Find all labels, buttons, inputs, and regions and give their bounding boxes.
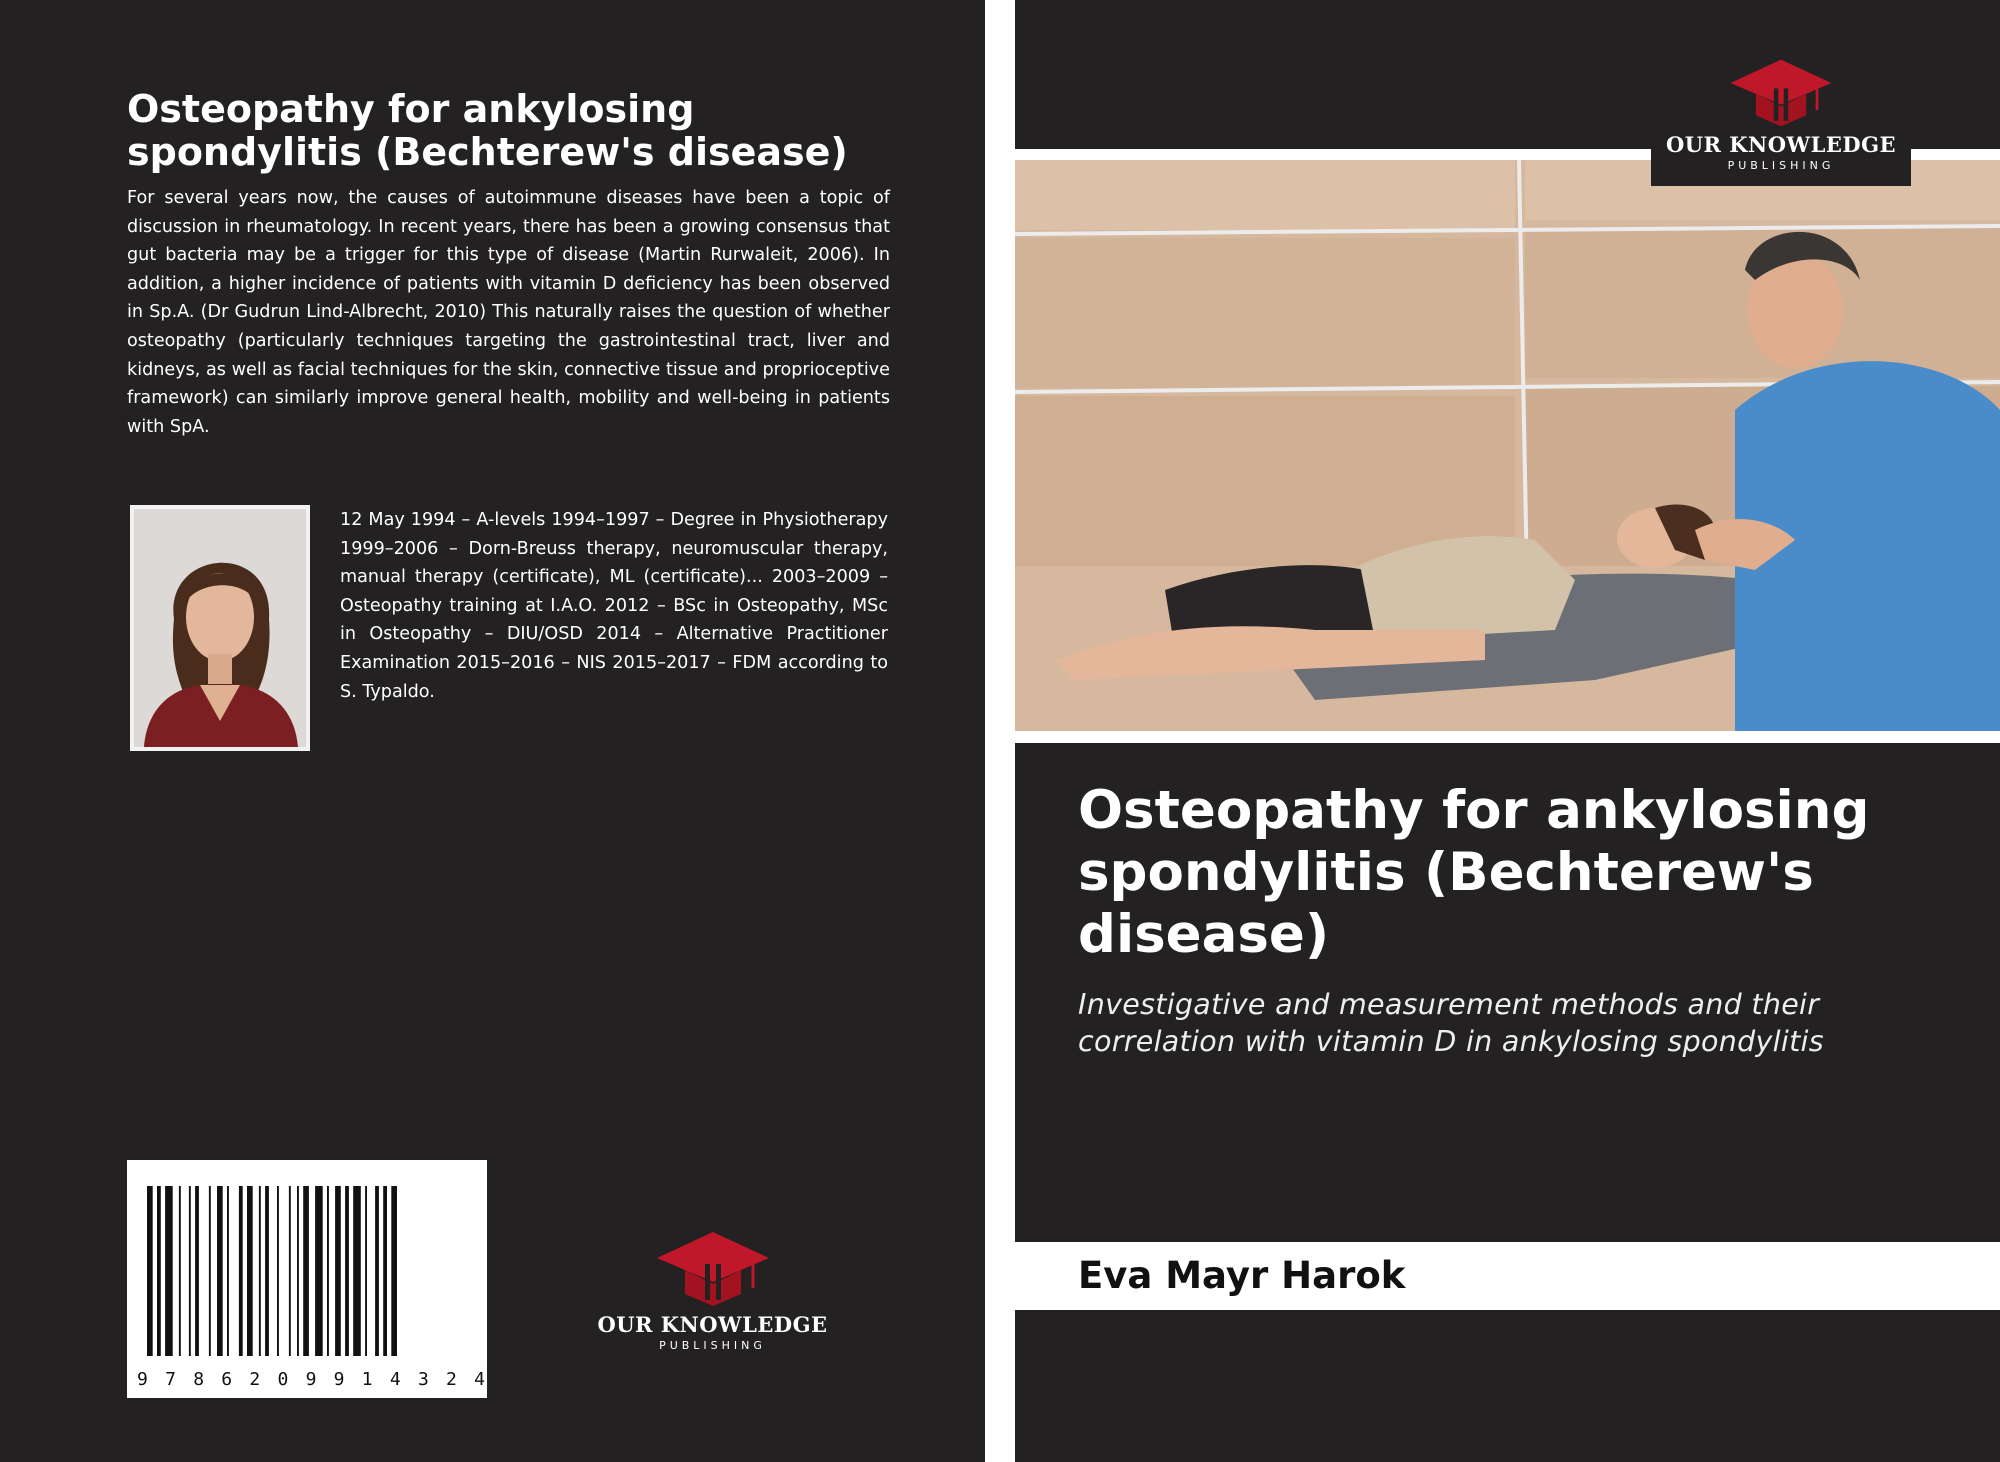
back-cover-title: Osteopathy for ankylosing spondylitis (Bechterew's disease) [127,87,848,174]
publisher-name: OUR KNOWLEDGE [597,1312,828,1337]
barcode-bar [335,1186,341,1356]
author-photo [130,505,310,751]
graduation-cap-icon [1726,56,1836,128]
barcode-bar [239,1186,243,1356]
isbn-digit: 3 [417,1369,431,1390]
publisher-logo-front [1651,52,1911,186]
author-portrait-image [134,509,306,747]
barcode-bar [327,1186,329,1356]
back-cover [0,0,985,1462]
barcode-bar [247,1186,253,1356]
barcode-bar [265,1186,269,1356]
barcode-bar [297,1186,299,1356]
barcode-bar [277,1186,279,1356]
isbn-digit: 7 [165,1369,178,1390]
isbn-digit: 9 [137,1369,150,1390]
author-bio: 12 May 1994 – A-levels 1994–1997 – Degree in Physiotherapy 1999–2006 – Dorn-Breuss therapy, neuromuscular therapy, manual therapy (certificate), ML (certificate)... 2003–2009 – Osteopathy training at I.A.O. 2012 – BSc in Osteopathy, MSc in Osteopathy – DIU/OSD 2014 – Alternative Practitioner Examination 2015–2016 – NIS 2015–2017 – FDM according to S. Typaldo. [340,510,888,702]
isbn-number [137,1369,487,1390]
barcode-bar [179,1186,181,1356]
osteopathy-treatment-image [1015,160,2000,731]
barcode-bar [345,1186,349,1356]
barcode-bar [217,1186,223,1356]
isbn-digit: 9 [305,1369,319,1390]
front-cover [1015,0,2000,1462]
isbn-barcode [127,1160,487,1398]
barcode-bar [147,1186,153,1356]
front-cover-subtitle: Investigative and measurement methods and their correlation with vitamin D in ankylosing spondylitis [1078,988,1824,1058]
barcode-bar [365,1186,367,1356]
barcode-bar [383,1186,387,1356]
author-name: Eva Mayr Harok [1078,1254,1406,1297]
barcode-bar [259,1186,261,1356]
barcode-bar [189,1186,191,1356]
isbn-digit: 2 [249,1369,263,1390]
barcode-bar [303,1186,309,1356]
book-description: For several years now, the causes of autoimmune diseases have been a topic of discussion in rheumatology. In recent years, there has been a growing consensus that gut bacteria may be a trigger for this type of disease (Martin Rurwaleit, 2006). In addition, a higher incidence of patients with vitamin D deficiency has been observed in Sp.A. (Dr Gudrun Lind-Albrecht, 2010) This naturally raises the question of whether osteopathy (particularly techniques targeting the gastrointestinal tract, liver and kidneys, as well as facial techniques for the skin, connective tissue and proprioceptive framework) can similarly improve general health, mobility and well-being in patients with SpA. [127,188,890,437]
publisher-logo-back [590,1228,835,1352]
barcode-bar [209,1186,211,1356]
isbn-digit: 4 [389,1369,403,1390]
barcode-bar [165,1186,173,1356]
barcode-bar [375,1186,379,1356]
barcode-bar [195,1186,199,1356]
barcode-bars [147,1186,467,1356]
publisher-name: OUR KNOWLEDGE [1665,132,1897,157]
front-cover-title: Osteopathy for ankylosing spondylitis (Bechterew's disease) [1078,780,1870,965]
publisher-subtitle: PUBLISHING [659,1339,766,1352]
isbn-digit: 0 [277,1369,291,1390]
cover-photo [1015,160,2000,731]
publisher-subtitle: PUBLISHING [1727,159,1835,172]
graduation-cap-icon [653,1228,773,1308]
barcode-bar [289,1186,291,1356]
isbn-digit: 2 [446,1369,459,1390]
isbn-digit: 1 [361,1369,375,1390]
isbn-digit: 8 [193,1369,207,1390]
barcode-bar [353,1186,361,1356]
isbn-digit: 9 [333,1369,347,1390]
barcode-bar [227,1186,229,1356]
isbn-digit: 4 [474,1369,487,1390]
author-band [1015,1242,2000,1310]
divider-strip [1015,731,2000,743]
barcode-bar [157,1186,161,1356]
isbn-digit: 6 [221,1369,235,1390]
barcode-bar [391,1186,397,1356]
barcode-bar [315,1186,323,1356]
